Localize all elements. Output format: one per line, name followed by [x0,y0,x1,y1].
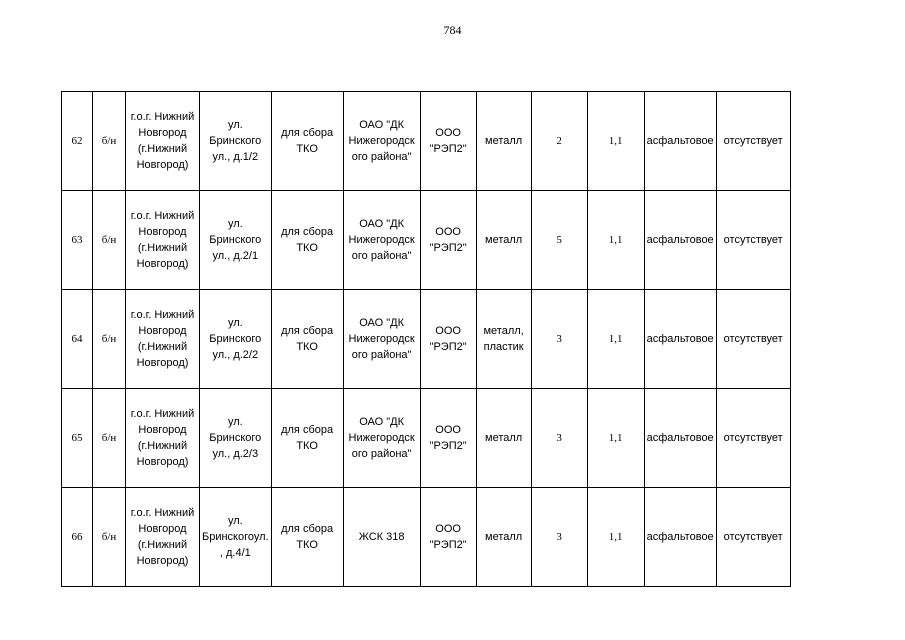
municipality-line: Новгород) [136,357,189,369]
municipality-line: г.о.г. Нижний [130,507,195,519]
address-line: ул. [227,515,243,527]
municipality-line: Новгород [138,424,187,436]
fence-cell: отсутствует [716,389,790,488]
owner-line: ОАО "ДК [359,317,404,329]
surface-type-cell: асфальтовое [644,191,716,290]
material-line: металл [485,531,523,543]
table-row [62,92,791,191]
container-volume-cell: 1,1 [587,290,644,389]
owner-line: Нижегородск [348,432,415,444]
container-count-cell: 5 [531,191,587,290]
purpose-line: для сбора [281,127,334,139]
address-cell [200,92,272,191]
container-volume-cell: 1,1 [587,92,644,191]
municipality-line: Новгород) [136,258,189,270]
material-cell [476,488,531,587]
owner-cell [343,92,420,191]
municipality-line: Новгород [138,226,187,238]
address-line: Бринского [209,333,262,345]
fence-cell: отсутствует [716,488,790,587]
surface-type-cell: асфальтовое [644,92,716,191]
address-line: Бринского [209,234,262,246]
purpose-cell [271,191,343,290]
site-code-cell: б/н [93,290,126,389]
municipality-cell [126,290,200,389]
table-row [62,290,791,389]
owner-line: ого района" [351,448,412,460]
owner-line: Нижегородск [348,234,415,246]
fence-cell: отсутствует [716,290,790,389]
purpose-cell [271,389,343,488]
operator-cell [420,488,476,587]
owner-line: ого района" [351,151,412,163]
municipality-line: (г.Нижний [137,143,188,155]
row-number-cell: 62 [62,92,93,191]
purpose-line: ТКО [296,341,318,353]
operator-line: "РЭП2" [429,539,467,551]
material-cell [476,389,531,488]
operator-line: ООО [435,424,461,436]
site-code-cell: б/н [93,389,126,488]
operator-line: "РЭП2" [429,341,467,353]
material-line: металл, [483,325,524,337]
container-count-cell: 2 [531,92,587,191]
row-number-cell: 65 [62,389,93,488]
municipality-line: Новгород) [136,555,189,567]
address-line: ул., д.2/3 [212,448,259,460]
owner-cell [343,191,420,290]
table-row [62,389,791,488]
row-number-cell: 66 [62,488,93,587]
purpose-line: ТКО [296,242,318,254]
municipality-line: Новгород) [136,159,189,171]
municipality-line: Новгород) [136,456,189,468]
operator-line: ООО [435,226,461,238]
container-volume-cell: 1,1 [587,488,644,587]
owner-cell [343,389,420,488]
operator-line: ООО [435,523,461,535]
purpose-line: для сбора [281,424,334,436]
owner-line: ОАО "ДК [359,416,404,428]
address-line: ул., д.1/2 [212,151,259,163]
address-cell [200,191,272,290]
municipality-line: Новгород [138,325,187,337]
surface-type-cell: асфальтовое [644,290,716,389]
site-code-cell: б/н [93,92,126,191]
address-line: ул. [227,416,243,428]
address-line: Бринского [209,135,262,147]
address-line: ул. [227,218,243,230]
table-body [62,92,791,587]
address-line: ул. [227,119,243,131]
container-volume-cell: 1,1 [587,389,644,488]
owner-line: ого района" [351,349,412,361]
table-row [62,191,791,290]
operator-line: ООО [435,325,461,337]
operator-cell [420,191,476,290]
material-line: пластик [483,341,524,353]
purpose-cell [271,488,343,587]
address-line: Бринского [209,432,262,444]
purpose-line: ТКО [296,143,318,155]
municipality-line: (г.Нижний [137,539,188,551]
owner-cell [343,488,420,587]
address-line: ул. [227,317,243,329]
address-cell [200,488,272,587]
surface-type-cell: асфальтовое [644,389,716,488]
material-cell [476,290,531,389]
site-code-cell: б/н [93,191,126,290]
address-cell [200,290,272,389]
material-line: металл [485,234,523,246]
owner-cell [343,290,420,389]
operator-line: ООО [435,127,461,139]
owner-line: ОАО "ДК [359,119,404,131]
owner-line: ого района" [351,250,412,262]
municipality-line: г.о.г. Нижний [130,111,195,123]
purpose-line: для сбора [281,325,334,337]
municipality-line: г.о.г. Нижний [130,408,195,420]
operator-cell [420,92,476,191]
owner-line: Нижегородск [348,135,415,147]
operator-cell [420,290,476,389]
material-cell [476,92,531,191]
container-volume-cell: 1,1 [587,191,644,290]
material-cell [476,191,531,290]
container-count-cell: 3 [531,290,587,389]
municipality-line: Новгород [138,523,187,535]
operator-line: "РЭП2" [429,242,467,254]
container-count-cell: 3 [531,488,587,587]
waste-site-table [61,91,791,587]
municipality-line: (г.Нижний [137,440,188,452]
fence-cell: отсутствует [716,191,790,290]
municipality-line: (г.Нижний [137,341,188,353]
container-count-cell: 3 [531,389,587,488]
owner-line: ОАО "ДК [359,218,404,230]
material-line: металл [485,135,523,147]
owner-line: ЖСК 318 [358,531,405,543]
municipality-cell [126,191,200,290]
address-cell [200,389,272,488]
surface-type-cell: асфальтовое [644,488,716,587]
row-number-cell: 63 [62,191,93,290]
fence-cell: отсутствует [716,92,790,191]
address-line: Бринскогоул. [202,531,269,543]
operator-line: "РЭП2" [429,440,467,452]
material-line: металл [485,432,523,444]
site-code-cell: б/н [93,488,126,587]
address-line: , д.4/1 [219,547,251,559]
municipality-line: (г.Нижний [137,242,188,254]
municipality-line: г.о.г. Нижний [130,309,195,321]
municipality-line: Новгород [138,127,187,139]
municipality-cell [126,389,200,488]
purpose-line: ТКО [296,539,318,551]
purpose-cell [271,290,343,389]
row-number-cell: 64 [62,290,93,389]
page-number: 784 [443,23,462,37]
municipality-cell [126,92,200,191]
operator-line: "РЭП2" [429,143,467,155]
purpose-line: для сбора [281,523,334,535]
municipality-line: г.о.г. Нижний [130,210,195,222]
operator-cell [420,389,476,488]
municipality-cell [126,488,200,587]
table-row [62,488,791,587]
purpose-cell [271,92,343,191]
purpose-line: ТКО [296,440,318,452]
address-line: ул., д.2/1 [212,250,259,262]
owner-line: Нижегородск [348,333,415,345]
purpose-line: для сбора [281,226,334,238]
address-line: ул., д.2/2 [212,349,259,361]
